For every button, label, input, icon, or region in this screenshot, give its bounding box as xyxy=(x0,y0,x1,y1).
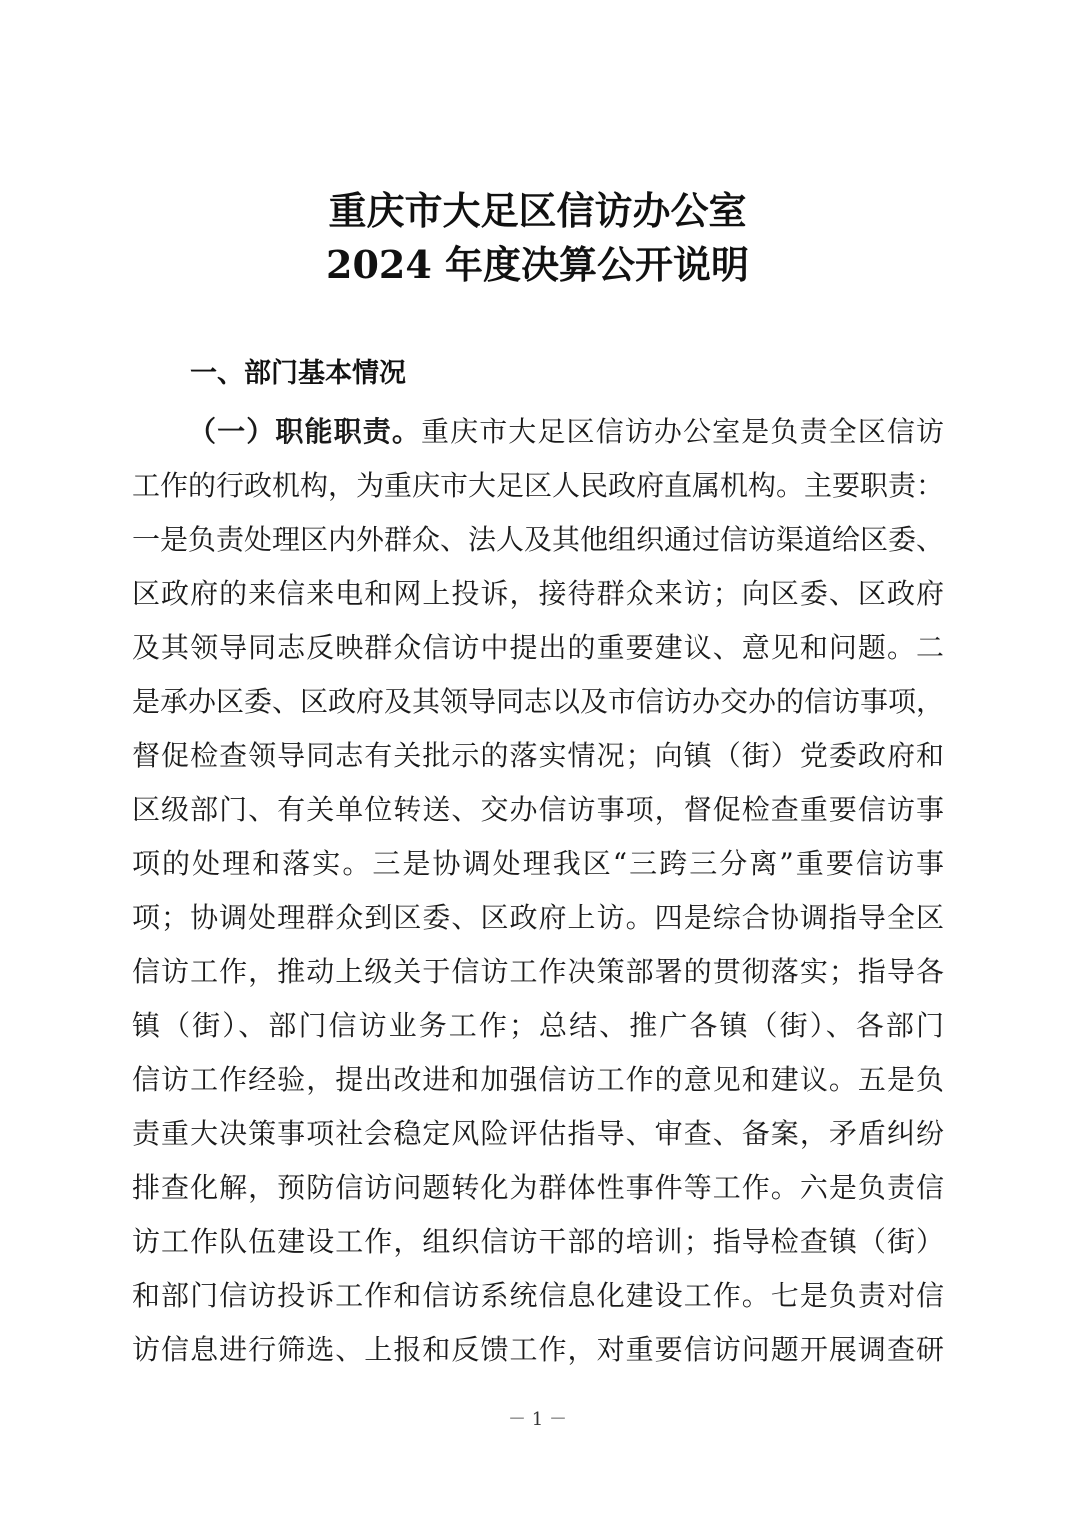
paragraph-line: 一是负责处理区内外群众、法人及其他组织通过信访渠道给区委、 xyxy=(132,523,945,556)
paragraph-line: 是承办区委、区政府及其领导同志以及市信访办交办的信访事项， xyxy=(132,685,945,718)
paragraph-line: 项的处理和落实。三是协调处理我区“三跨三分离”重要信访事 xyxy=(132,847,944,880)
paragraph-line: 工作的行政机构，为重庆市大足区人民政府直属机构。主要职责： xyxy=(132,469,945,502)
paragraph-line: 项；协调处理群众到区委、区政府上访。四是综合协调指导全区 xyxy=(132,901,944,934)
page-number: － 1 － xyxy=(508,1409,567,1430)
paragraph-line-text: 重庆市大足区信访办公室是负责全区信访 xyxy=(420,415,944,448)
paragraph-line: 督促检查领导同志有关批示的落实情况；向镇（街）党委政府和 xyxy=(132,739,944,772)
paragraph-line: 访工作队伍建设工作，组织信访干部的培训；指导检查镇（街） xyxy=(132,1225,944,1258)
paragraph-line: 镇（街）、部门信访业务工作；总结、推广各镇（街）、各部门 xyxy=(132,1009,944,1042)
paragraph-line: 及其领导同志反映群众信访中提出的重要建议、意见和问题。二 xyxy=(132,631,944,664)
paragraph-line: 区级部门、有关单位转送、交办信访事项，督促检查重要信访事 xyxy=(132,793,944,826)
paragraph-body xyxy=(132,405,944,1377)
paragraph-line: 和部门信访投诉工作和信访系统信息化建设工作。七是负责对信 xyxy=(132,1279,944,1312)
paragraph-line: 区政府的来信来电和网上投诉，接待群众来访；向区委、区政府 xyxy=(132,577,944,610)
subsection-heading: （一）职能职责。 xyxy=(188,415,421,448)
paragraph-line xyxy=(132,405,944,459)
document-title-line-2: 2024 年度决算公开说明 xyxy=(326,242,749,287)
paragraph-line: 访信息进行筛选、上报和反馈工作，对重要信访问题开展调查研 xyxy=(132,1333,944,1366)
paragraph-line: 排查化解，预防信访问题转化为群体性事件等工作。六是负责信 xyxy=(132,1171,944,1204)
paragraph-line: 责重大决策事项社会稳定风险评估指导、审查、备案，矛盾纠纷 xyxy=(132,1117,944,1150)
paragraph-line: 信访工作经验，提出改进和加强信访工作的意见和建议。五是负 xyxy=(132,1063,944,1096)
section-heading: 一、部门基本情况 xyxy=(190,358,406,389)
paragraph-line: 信访工作，推动上级关于信访工作决策部署的贯彻落实；指导各 xyxy=(132,955,944,988)
document-title-line-1: 重庆市大足区信访办公室 xyxy=(328,188,747,233)
